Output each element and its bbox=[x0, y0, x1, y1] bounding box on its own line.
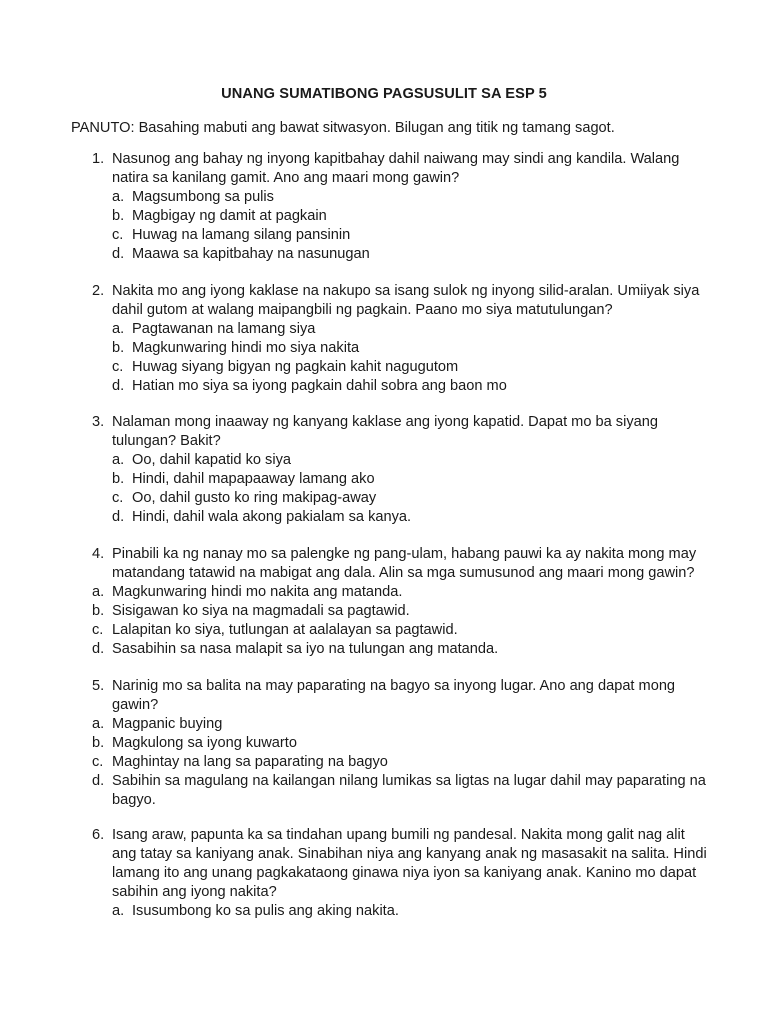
option-letter: d. bbox=[112, 246, 125, 262]
option-text: Sabihin sa magulang na kailangan nilang lumikas sa ligtas na lugar dahil may paparating na bbox=[112, 773, 706, 789]
option-letter: c. bbox=[112, 490, 124, 506]
option-d[interactable] bbox=[92, 245, 712, 264]
question-number: 1. bbox=[92, 151, 105, 167]
option-b[interactable] bbox=[92, 339, 712, 358]
option-letter: b. bbox=[112, 340, 125, 356]
question-text: Isang araw, papunta ka sa tindahan upang bumili ng pandesal. Nakita mong galit nag alit ang tatay sa kaniyang anak. Sinabihan niya ang kanyang anak ng masasakit na salita. Hindi lamang ito ang unang pagkakataong ginawa niya iyon sa kaniyang anak. Kanino mo dapat sabihin ang iyong nakita? bbox=[112, 827, 707, 900]
option-text: Hindi, dahil mapapaaway lamang ako bbox=[132, 471, 375, 487]
option-b[interactable] bbox=[92, 470, 712, 489]
option-letter: a. bbox=[92, 584, 105, 600]
question-text: Narinig mo sa balita na may paparating na bagyo sa inyong lugar. Ano ang dapat mong gawin? bbox=[112, 678, 676, 713]
option-text: bagyo. bbox=[112, 792, 156, 808]
option-a[interactable] bbox=[92, 715, 712, 734]
option-text: Pagtawanan na lamang siya bbox=[132, 321, 316, 337]
option-list bbox=[92, 715, 712, 810]
option-letter: a. bbox=[112, 903, 125, 919]
option-letter: d. bbox=[92, 773, 105, 789]
question-4 bbox=[92, 545, 712, 659]
exam-title: UNANG SUMATIBONG PAGSUSULIT SA ESP 5 bbox=[221, 86, 547, 102]
question-number: 5. bbox=[92, 678, 105, 694]
option-b[interactable] bbox=[92, 734, 712, 753]
option-text: Isusumbong ko sa pulis ang aking nakita. bbox=[132, 903, 399, 919]
question-2 bbox=[92, 282, 712, 396]
option-letter: c. bbox=[112, 359, 124, 375]
option-a[interactable] bbox=[92, 320, 712, 339]
option-c[interactable] bbox=[92, 226, 712, 245]
option-text: Hindi, dahil wala akong pakialam sa kanya. bbox=[132, 509, 412, 525]
option-text: Magkunwaring hindi mo siya nakita bbox=[132, 340, 360, 356]
option-d[interactable] bbox=[92, 640, 712, 659]
option-text: Maghintay na lang sa paparating na bagyo bbox=[112, 754, 388, 770]
option-a[interactable] bbox=[92, 583, 712, 602]
option-d[interactable] bbox=[92, 772, 712, 791]
question-5 bbox=[92, 677, 712, 810]
option-d[interactable] bbox=[92, 377, 712, 396]
option-text: Magpanic buying bbox=[112, 716, 223, 732]
option-list bbox=[92, 902, 712, 921]
instructions: PANUTO: Basahing mabuti ang bawat sitwasyon. Bilugan ang titik ng tamang sagot. bbox=[71, 120, 615, 136]
question-3 bbox=[92, 413, 712, 527]
question-text: Nasunog ang bahay ng inyong kapitbahay dahil naiwang may sindi ang kandila. Walang natira sa kanilang gamit. Ano ang maari mong gawin? bbox=[112, 151, 680, 186]
option-b[interactable] bbox=[92, 602, 712, 621]
option-text: Hatian mo siya sa iyong pagkain dahil sobra ang baon mo bbox=[132, 378, 507, 394]
option-letter: a. bbox=[92, 716, 105, 732]
option-a[interactable] bbox=[92, 902, 712, 921]
option-letter: d. bbox=[92, 641, 105, 657]
option-text: Magkunwaring hindi mo nakita ang matanda. bbox=[112, 584, 403, 600]
option-text: Magkulong sa iyong kuwarto bbox=[112, 735, 297, 751]
option-letter: c. bbox=[92, 622, 104, 638]
option-text: Maawa sa kapitbahay na nasunugan bbox=[132, 246, 370, 262]
option-letter: b. bbox=[92, 735, 105, 751]
option-text: Oo, dahil kapatid ko siya bbox=[132, 452, 291, 468]
option-text: Magsumbong sa pulis bbox=[132, 189, 274, 205]
question-text: Nalaman mong inaaway ng kanyang kaklase ang iyong kapatid. Dapat mo ba siyang tulungan? Bakit? bbox=[112, 414, 658, 449]
question-number: 3. bbox=[92, 414, 105, 430]
option-text: Huwag na lamang silang pansinin bbox=[132, 227, 351, 243]
option-c[interactable] bbox=[92, 489, 712, 508]
option-list bbox=[92, 188, 712, 264]
question-text: Pinabili ka ng nanay mo sa palengke ng pang-ulam, habang pauwi ka ay nakita mong may matandang tatawid na mabigat ang dala. Alin sa mga sumusunod ang maari mong gawin? bbox=[112, 546, 697, 581]
option-letter: b. bbox=[112, 471, 125, 487]
question-number: 6. bbox=[92, 827, 105, 843]
option-a[interactable] bbox=[92, 188, 712, 207]
option-d[interactable] bbox=[92, 508, 712, 527]
option-letter: d. bbox=[112, 509, 125, 525]
question-6 bbox=[92, 826, 712, 921]
option-c[interactable] bbox=[92, 358, 712, 377]
option-list bbox=[92, 583, 712, 659]
option-text: Lalapitan ko siya, tutlungan at aalalayan sa pagtawid. bbox=[112, 622, 458, 638]
option-letter: c. bbox=[92, 754, 104, 770]
option-list bbox=[92, 451, 712, 527]
question-number: 4. bbox=[92, 546, 105, 562]
question-1 bbox=[92, 150, 712, 264]
option-letter: a. bbox=[112, 321, 125, 337]
option-letter: a. bbox=[112, 189, 125, 205]
option-c[interactable] bbox=[92, 621, 712, 640]
option-text: Huwag siyang bigyan ng pagkain kahit nagugutom bbox=[132, 359, 459, 375]
question-number: 2. bbox=[92, 283, 105, 299]
option-letter: b. bbox=[112, 208, 125, 224]
option-c[interactable] bbox=[92, 753, 712, 772]
question-text: Nakita mo ang iyong kaklase na nakupo sa isang sulok ng inyong silid-aralan. Umiiyak siya dahil gutom at walang maipangbili ng pagkain. Paano mo siya matutulungan? bbox=[112, 283, 700, 318]
option-list bbox=[92, 320, 712, 396]
option-text: Sisigawan ko siya na magmadali sa pagtawid. bbox=[112, 603, 410, 619]
option-text: Magbigay ng damit at pagkain bbox=[132, 208, 327, 224]
option-d-continuation bbox=[92, 791, 712, 810]
option-letter: c. bbox=[112, 227, 124, 243]
option-letter: a. bbox=[112, 452, 125, 468]
option-b[interactable] bbox=[92, 207, 712, 226]
option-letter: b. bbox=[92, 603, 105, 619]
option-a[interactable] bbox=[92, 451, 712, 470]
option-text: Oo, dahil gusto ko ring makipag-away bbox=[132, 490, 377, 506]
option-letter: d. bbox=[112, 378, 125, 394]
option-text: Sasabihin sa nasa malapit sa iyo na tulungan ang matanda. bbox=[112, 641, 499, 657]
